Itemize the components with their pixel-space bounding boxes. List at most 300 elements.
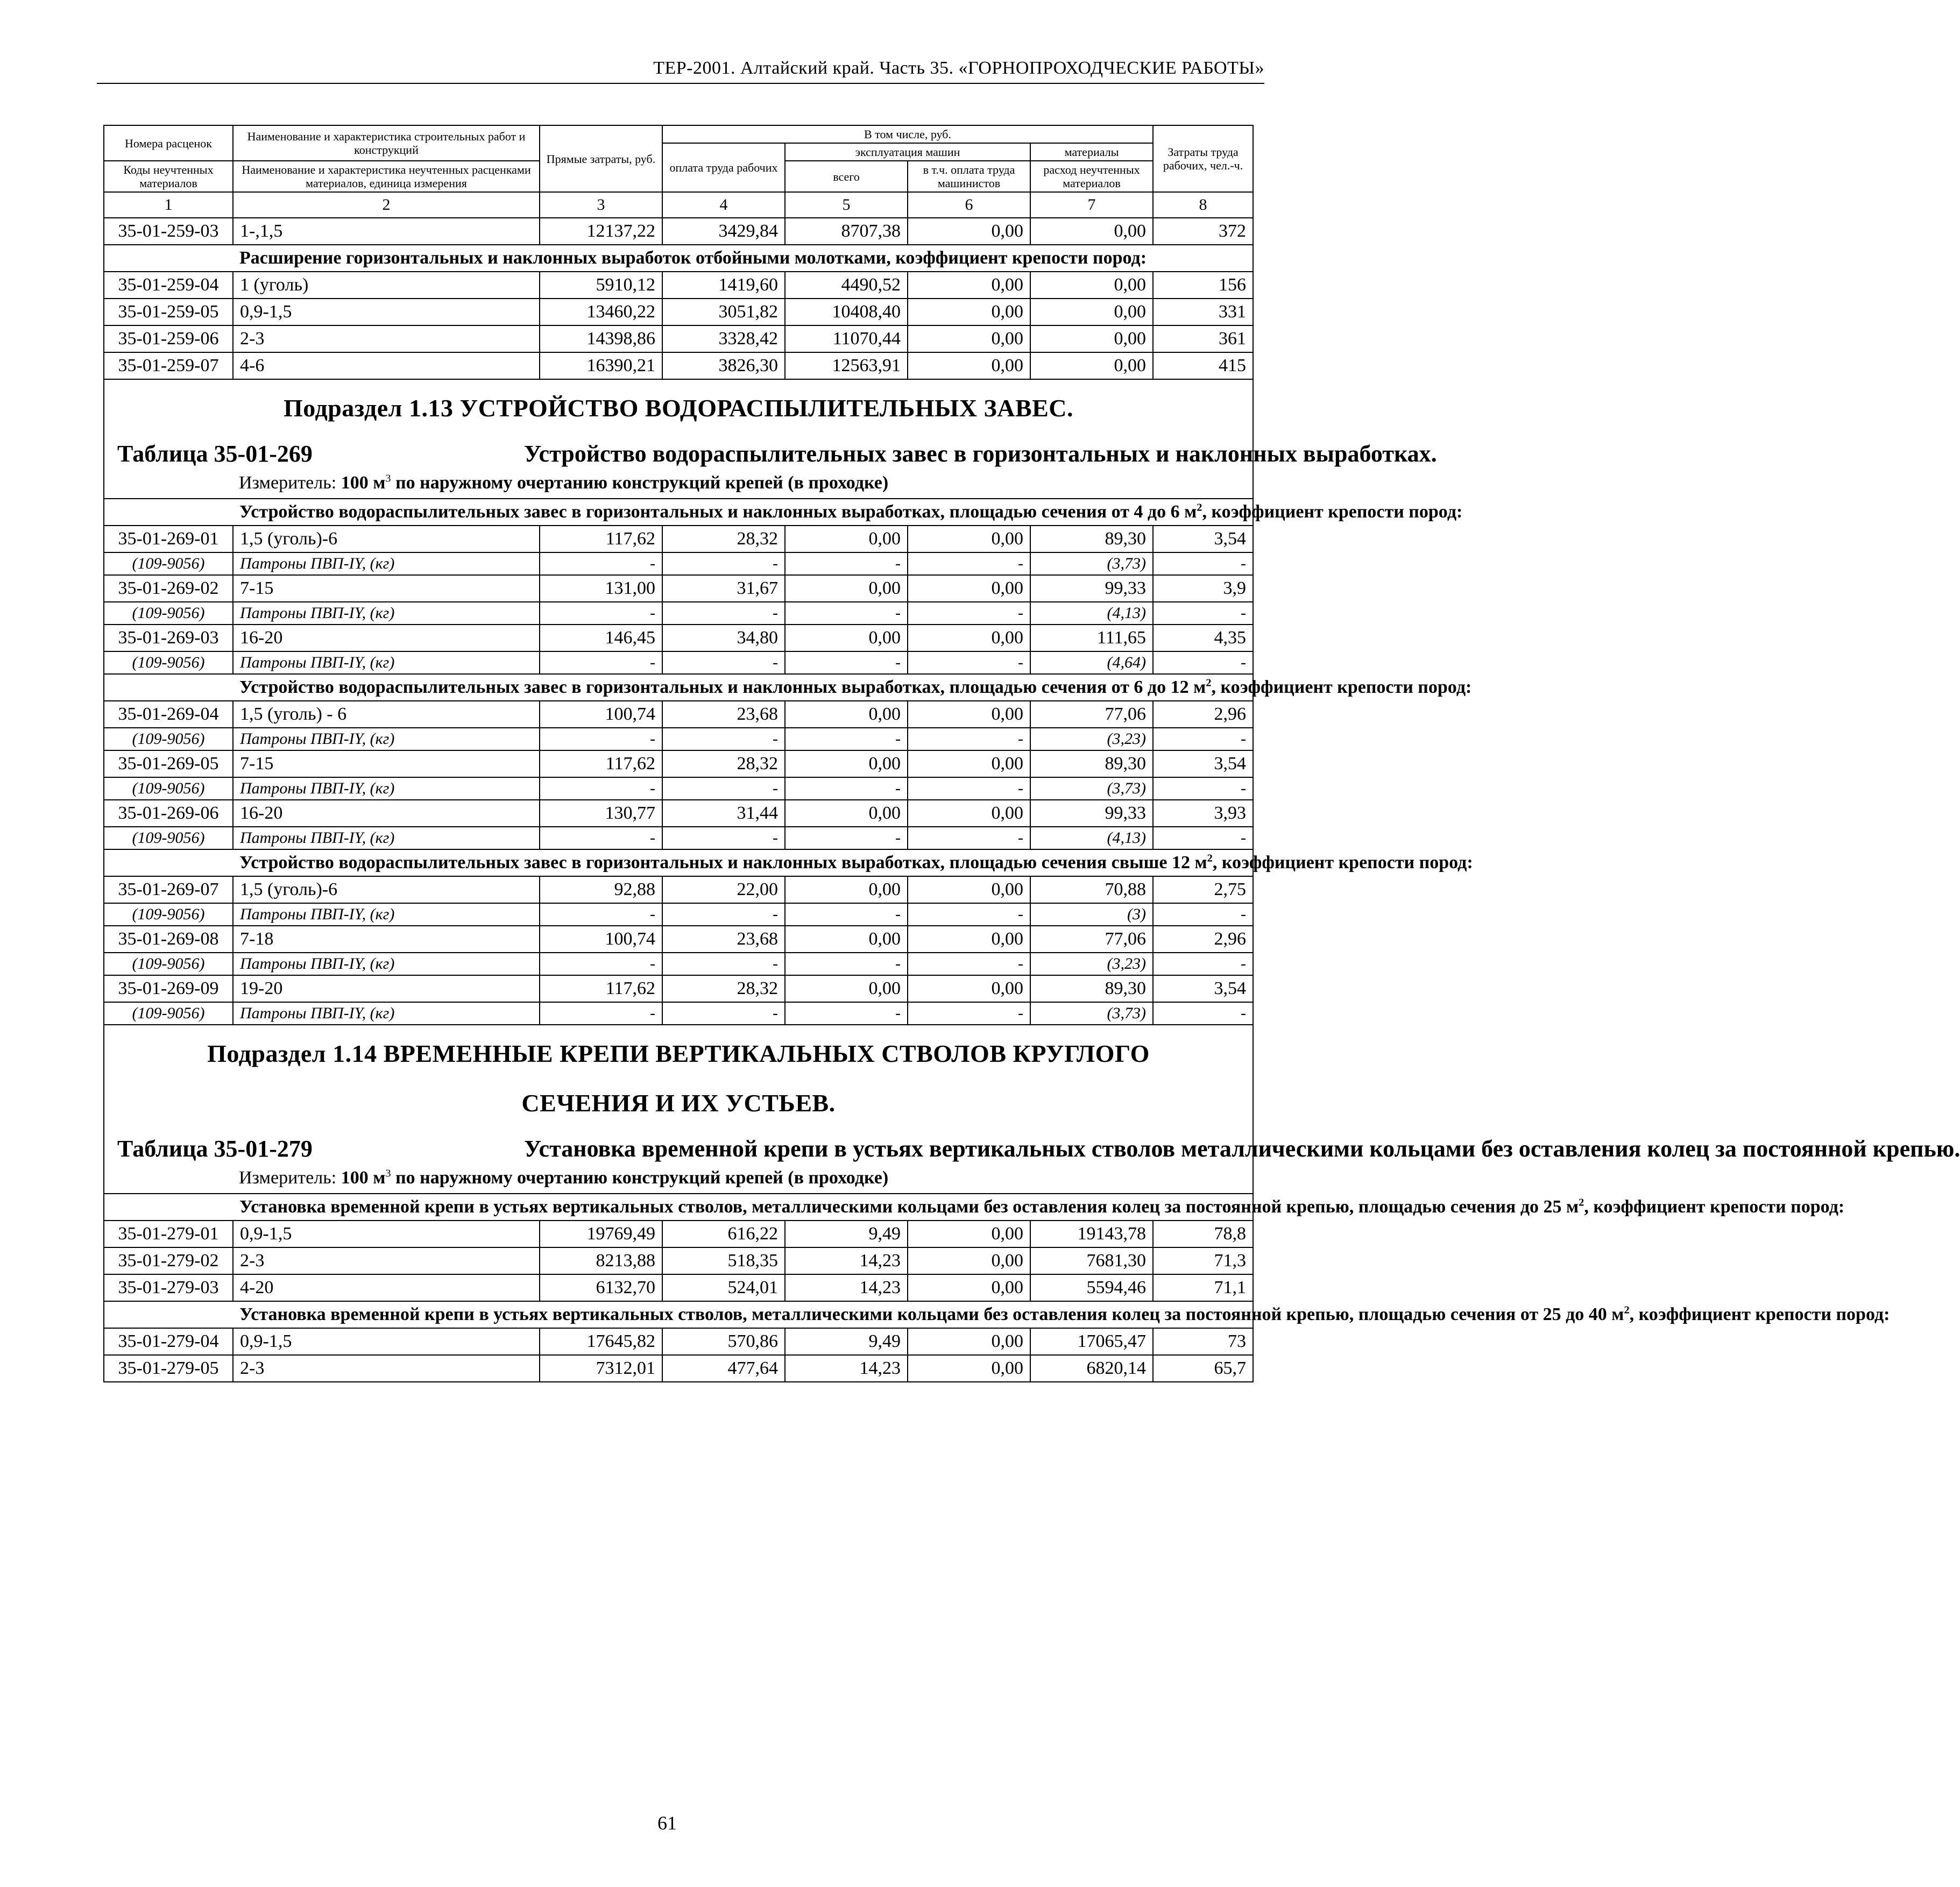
col-header-material-consumption: расход неучтенных материалов (1030, 161, 1153, 192)
rate-value: 10408,40 (785, 299, 908, 325)
rate-row (104, 325, 1253, 352)
rate-code: 35-01-269-06 (104, 800, 233, 827)
rate-name: 0,9-1,5 (233, 1328, 540, 1355)
group-heading (233, 245, 1253, 272)
rate-value: 524,01 (662, 1274, 785, 1301)
rate-value: 8213,88 (540, 1247, 662, 1274)
rate-name: 2-3 (233, 1247, 540, 1274)
rate-value: 17065,47 (1030, 1328, 1153, 1355)
rate-code: 35-01-269-03 (104, 625, 233, 651)
rate-code: 35-01-279-02 (104, 1247, 233, 1274)
measure-unit-superscript: 3 (385, 1167, 391, 1180)
group-indent (104, 849, 233, 876)
rate-value: 100,74 (540, 701, 662, 728)
rate-value: 89,30 (1030, 750, 1153, 777)
rate-row (104, 800, 1253, 827)
material-value: - (908, 728, 1030, 750)
rate-value: 111,65 (1030, 625, 1153, 651)
rate-row (104, 1247, 1253, 1274)
rate-name: 16-20 (233, 625, 540, 651)
group-heading (233, 1301, 1890, 1328)
section-cell (104, 379, 1437, 499)
rate-value: 130,77 (540, 800, 662, 827)
group-indent (104, 1194, 233, 1221)
rate-row (104, 218, 1253, 245)
material-code: (109-9056) (104, 602, 233, 625)
rate-value: 0,00 (908, 299, 1030, 325)
material-value: (3,73) (1030, 552, 1153, 575)
rate-value: 9,49 (785, 1328, 908, 1355)
group-text-tail: , коэффициент крепости пород: (1584, 1197, 1845, 1217)
material-name: Патроны ПВП-IY, (кг) (233, 827, 540, 849)
rate-value: 0,00 (908, 352, 1030, 379)
rate-value: 131,00 (540, 575, 662, 602)
col-header-operator-pay: в т.ч. оплата труда машинистов (908, 161, 1030, 192)
rate-value: 3051,82 (662, 299, 785, 325)
rate-value: 14,23 (785, 1274, 908, 1301)
col-header-machines: эксплуатация машин (785, 143, 1030, 161)
material-value: - (908, 953, 1030, 975)
rate-value: 89,30 (1030, 526, 1153, 552)
rate-name: 1,5 (уголь) - 6 (233, 701, 540, 728)
material-row (104, 552, 1253, 575)
group-heading (233, 674, 1472, 701)
group-text: Устройство водораспылительных завес в горизонтальных и наклонных выработках, площадью сечения от 6 до 12 м (239, 677, 1206, 697)
rate-value: 361 (1153, 325, 1253, 352)
rate-value: 0,00 (785, 926, 908, 953)
rate-value: 0,00 (908, 1247, 1030, 1274)
rate-value: 7681,30 (1030, 1247, 1153, 1274)
rate-value: 331 (1153, 299, 1253, 325)
material-value: - (662, 1002, 785, 1025)
rate-value: 31,44 (662, 800, 785, 827)
group-text-superscript: 2 (1207, 852, 1213, 864)
group-text: Расширение горизонтальных и наклонных выработок отбойными молотками, коэффициент крепости пород: (239, 248, 1147, 268)
material-value: (3) (1030, 903, 1153, 926)
rate-code: 35-01-279-01 (104, 1221, 233, 1247)
rate-value: 65,7 (1153, 1355, 1253, 1382)
material-value: - (785, 953, 908, 975)
rate-name: 0,9-1,5 (233, 1221, 540, 1247)
col-header-direct-costs: Прямые затраты, руб. (540, 125, 662, 192)
rate-value: 28,32 (662, 750, 785, 777)
group-row (104, 245, 1253, 272)
material-value: - (662, 903, 785, 926)
group-row (104, 849, 1253, 876)
rate-row (104, 876, 1253, 903)
rate-value: 77,06 (1030, 701, 1153, 728)
group-text: Установка временной крепи в устьях вертикальных стволов, металлическими кольцами без оставления колец за постоянной крепью, площадью сечения от 25 до 40 м (239, 1304, 1624, 1324)
rate-value: 6820,14 (1030, 1355, 1153, 1382)
measure-unit-superscript: 3 (385, 472, 391, 485)
group-text-tail: , коэффициент крепости пород: (1212, 853, 1473, 872)
rate-value: 100,74 (540, 926, 662, 953)
rate-value: 6132,70 (540, 1274, 662, 1301)
table-number: Таблица 35-01-269 (117, 441, 313, 467)
rate-value: 17645,82 (540, 1328, 662, 1355)
rate-value: 3,9 (1153, 575, 1253, 602)
rate-value: 0,00 (908, 272, 1030, 299)
rate-value: 0,00 (908, 701, 1030, 728)
rate-value: 89,30 (1030, 975, 1153, 1002)
rate-value: 28,32 (662, 975, 785, 1002)
material-value: - (540, 1002, 662, 1025)
material-row (104, 903, 1253, 926)
rate-code: 35-01-259-03 (104, 218, 233, 245)
material-value: - (785, 552, 908, 575)
material-value: - (785, 728, 908, 750)
rate-value: 570,86 (662, 1328, 785, 1355)
rate-value: 99,33 (1030, 575, 1153, 602)
material-value: (3,23) (1030, 728, 1153, 750)
rate-value: 4490,52 (785, 272, 908, 299)
material-code: (109-9056) (104, 1002, 233, 1025)
material-value: - (785, 1002, 908, 1025)
measure-prefix: Измеритель: (239, 1168, 337, 1188)
rate-value: 3826,30 (662, 352, 785, 379)
rate-value: 0,00 (908, 750, 1030, 777)
rate-value: 0,00 (785, 876, 908, 903)
column-number: 4 (662, 192, 785, 218)
column-number: 1 (104, 192, 233, 218)
rate-row (104, 526, 1253, 552)
material-name: Патроны ПВП-IY, (кг) (233, 1002, 540, 1025)
material-name: Патроны ПВП-IY, (кг) (233, 651, 540, 674)
material-code: (109-9056) (104, 953, 233, 975)
material-name: Патроны ПВП-IY, (кг) (233, 903, 540, 926)
section-1-14 (104, 1025, 1253, 1194)
material-row (104, 602, 1253, 625)
material-value: - (662, 953, 785, 975)
material-value: - (662, 552, 785, 575)
group-text-tail: , коэффициент крепости пород: (1202, 502, 1463, 522)
table-description: Устройство водораспылительных завес в горизонтальных и наклонных выработках. (524, 441, 1437, 467)
material-value: - (908, 827, 1030, 849)
material-value: - (908, 777, 1030, 800)
rate-value: 0,00 (785, 625, 908, 651)
rate-code: 35-01-279-04 (104, 1328, 233, 1355)
rate-value: 92,88 (540, 876, 662, 903)
rate-value: 23,68 (662, 701, 785, 728)
rate-name: 2-3 (233, 1355, 540, 1382)
col-header-material-codes: Коды неучтенных материалов (104, 161, 233, 192)
group-row (104, 499, 1253, 526)
group-row (104, 674, 1253, 701)
material-value: - (540, 602, 662, 625)
table-caption (104, 1136, 1960, 1162)
rate-value: 22,00 (662, 876, 785, 903)
column-number: 3 (540, 192, 662, 218)
group-heading (233, 1194, 1845, 1221)
material-value: - (908, 552, 1030, 575)
material-value: - (540, 903, 662, 926)
rate-value: 0,00 (908, 218, 1030, 245)
material-value: - (785, 602, 908, 625)
material-code: (109-9056) (104, 552, 233, 575)
material-code: (109-9056) (104, 903, 233, 926)
group-text-superscript: 2 (1579, 1196, 1584, 1209)
col-header-worker-pay: оплата труда рабочих (662, 143, 785, 192)
section-cell (104, 1025, 1960, 1194)
rate-value: 12563,91 (785, 352, 908, 379)
material-value: - (1153, 903, 1253, 926)
rate-row (104, 1328, 1253, 1355)
rate-value: 2,96 (1153, 701, 1253, 728)
rate-code: 35-01-259-06 (104, 325, 233, 352)
rate-value: 3,54 (1153, 750, 1253, 777)
rate-row (104, 975, 1253, 1002)
column-number: 6 (908, 192, 1030, 218)
material-value: - (662, 777, 785, 800)
rate-value: 23,68 (662, 926, 785, 953)
measure-unit: 100 м (341, 1168, 386, 1188)
material-value: - (1153, 953, 1253, 975)
measure-unit-line (104, 471, 1253, 498)
rate-row (104, 701, 1253, 728)
material-row (104, 1002, 1253, 1025)
rate-value: 117,62 (540, 526, 662, 552)
rate-code: 35-01-279-03 (104, 1274, 233, 1301)
rate-value: 0,00 (785, 701, 908, 728)
rate-name: 7-15 (233, 575, 540, 602)
material-value: - (662, 651, 785, 674)
material-value: - (540, 953, 662, 975)
material-value: - (540, 827, 662, 849)
rate-value: 0,00 (908, 876, 1030, 903)
rate-value: 71,3 (1153, 1247, 1253, 1274)
material-value: - (540, 728, 662, 750)
material-value: - (785, 777, 908, 800)
rate-value: 9,49 (785, 1221, 908, 1247)
rate-value: 4,35 (1153, 625, 1253, 651)
section-title-line: СЕЧЕНИЯ И ИХ УСТЬЕВ. (521, 1089, 836, 1117)
material-value: - (540, 651, 662, 674)
rate-value: 73 (1153, 1328, 1253, 1355)
material-row (104, 651, 1253, 674)
rate-value: 117,62 (540, 975, 662, 1002)
rate-row (104, 625, 1253, 651)
material-value: (3,73) (1030, 1002, 1153, 1025)
section-title (104, 1025, 1253, 1122)
rate-value: 0,00 (908, 1221, 1030, 1247)
rate-value: 2,96 (1153, 926, 1253, 953)
group-text-tail: , коэффициент крепости пород: (1629, 1304, 1890, 1324)
rate-value: 12137,22 (540, 218, 662, 245)
rate-row (104, 1221, 1253, 1247)
material-value: - (1153, 651, 1253, 674)
rate-value: 31,67 (662, 575, 785, 602)
rate-value: 0,00 (908, 1274, 1030, 1301)
column-numbers-row (104, 192, 1253, 218)
rate-name: 19-20 (233, 975, 540, 1002)
material-name: Патроны ПВП-IY, (кг) (233, 552, 540, 575)
rate-value: 0,00 (908, 575, 1030, 602)
rate-value: 0,00 (908, 526, 1030, 552)
rate-value: 2,75 (1153, 876, 1253, 903)
rate-name: 2-3 (233, 325, 540, 352)
rate-value: 0,00 (1030, 352, 1153, 379)
group-text-tail: , коэффициент крепости пород: (1211, 677, 1472, 697)
material-code: (109-9056) (104, 651, 233, 674)
group-text-superscript: 2 (1624, 1304, 1630, 1316)
group-heading (233, 499, 1463, 526)
group-indent (104, 245, 233, 272)
rate-value: 14398,86 (540, 325, 662, 352)
material-value: - (662, 728, 785, 750)
rate-value: 0,00 (908, 975, 1030, 1002)
material-code: (109-9056) (104, 827, 233, 849)
rate-value: 0,00 (785, 750, 908, 777)
rate-value: 146,45 (540, 625, 662, 651)
rate-value: 13460,22 (540, 299, 662, 325)
rate-name: 1,5 (уголь)-6 (233, 526, 540, 552)
rate-value: 0,00 (785, 800, 908, 827)
material-value: - (540, 777, 662, 800)
material-row (104, 728, 1253, 750)
material-value: (3,23) (1030, 953, 1153, 975)
rate-value: 0,00 (908, 625, 1030, 651)
rate-code: 35-01-269-01 (104, 526, 233, 552)
rate-value: 28,32 (662, 526, 785, 552)
material-row (104, 777, 1253, 800)
material-value: - (1153, 777, 1253, 800)
table-description: Установка временной крепи в устьях вертикальных стволов металлическими кольцами без оставления колец за постоянной крепью. (524, 1136, 1960, 1162)
rate-value: 117,62 (540, 750, 662, 777)
rate-value: 372 (1153, 218, 1253, 245)
rate-value: 16390,21 (540, 352, 662, 379)
rate-value: 156 (1153, 272, 1253, 299)
rate-value: 0,00 (908, 800, 1030, 827)
rate-value: 3328,42 (662, 325, 785, 352)
rate-value: 0,00 (1030, 299, 1153, 325)
measure-prefix: Измеритель: (239, 473, 337, 493)
rate-value: 518,35 (662, 1247, 785, 1274)
rate-code: 35-01-259-04 (104, 272, 233, 299)
rate-value: 0,00 (908, 926, 1030, 953)
rate-code: 35-01-269-09 (104, 975, 233, 1002)
rate-name: 7-15 (233, 750, 540, 777)
rate-value: 0,00 (1030, 325, 1153, 352)
group-indent (104, 1301, 233, 1328)
material-row (104, 953, 1253, 975)
table-number: Таблица 35-01-279 (117, 1136, 313, 1162)
material-value: - (1153, 552, 1253, 575)
rate-value: 0,00 (1030, 272, 1153, 299)
rate-row (104, 299, 1253, 325)
material-value: - (908, 903, 1030, 926)
material-value: - (540, 552, 662, 575)
rate-code: 35-01-269-02 (104, 575, 233, 602)
material-code: (109-9056) (104, 777, 233, 800)
rate-value: 3,93 (1153, 800, 1253, 827)
rate-value: 7312,01 (540, 1355, 662, 1382)
col-header-materials: материалы (1030, 143, 1153, 161)
rate-code: 35-01-269-05 (104, 750, 233, 777)
material-value: (4,64) (1030, 651, 1153, 674)
rate-value: 11070,44 (785, 325, 908, 352)
rate-value: 99,33 (1030, 800, 1153, 827)
rate-row (104, 1355, 1253, 1382)
rate-name: 1,5 (уголь)-6 (233, 876, 540, 903)
material-value: - (908, 1002, 1030, 1025)
group-indent (104, 674, 233, 701)
page-number: 61 (657, 1812, 677, 1834)
group-text: Установка временной крепи в устьях вертикальных стволов, металлическими кольцами без оставления колец за постоянной крепью, площадью сечения до 25 м (239, 1197, 1579, 1217)
measure-description: по наружному очертанию конструкций крепей (в проходке) (395, 1168, 889, 1188)
material-value: (3,73) (1030, 777, 1153, 800)
rate-value: 14,23 (785, 1355, 908, 1382)
rate-code: 35-01-259-07 (104, 352, 233, 379)
material-value: (4,13) (1030, 602, 1153, 625)
material-value: - (785, 903, 908, 926)
col-header-including: В том числе, руб. (662, 125, 1153, 143)
material-value: - (1153, 602, 1253, 625)
rate-name: 1 (уголь) (233, 272, 540, 299)
col-header-rate-numbers: Номера расценок (104, 125, 233, 161)
rate-value: 14,23 (785, 1247, 908, 1274)
material-value: - (1153, 728, 1253, 750)
rate-name: 4-20 (233, 1274, 540, 1301)
rate-value: 477,64 (662, 1355, 785, 1382)
group-heading (233, 849, 1473, 876)
rate-name: 4-6 (233, 352, 540, 379)
material-row (104, 827, 1253, 849)
rate-code: 35-01-269-08 (104, 926, 233, 953)
measure-unit: 100 м (341, 473, 386, 493)
rate-name: 16-20 (233, 800, 540, 827)
rate-code: 35-01-259-05 (104, 299, 233, 325)
material-value: - (785, 827, 908, 849)
rate-code: 35-01-279-05 (104, 1355, 233, 1382)
group-text: Устройство водораспылительных завес в горизонтальных и наклонных выработках, площадью сечения свыше 12 м (239, 853, 1207, 872)
column-number: 2 (233, 192, 540, 218)
rates-table (103, 125, 1960, 1382)
rate-value: 3429,84 (662, 218, 785, 245)
rate-row (104, 575, 1253, 602)
rate-name: 7-18 (233, 926, 540, 953)
column-number: 5 (785, 192, 908, 218)
measure-unit-line (104, 1166, 1253, 1193)
rate-value: 3,54 (1153, 526, 1253, 552)
rate-row (104, 1274, 1253, 1301)
material-value: - (662, 602, 785, 625)
group-text: Устройство водораспылительных завес в горизонтальных и наклонных выработках, площадью сечения от 4 до 6 м (239, 502, 1197, 522)
material-code: (109-9056) (104, 728, 233, 750)
rate-value: 3,54 (1153, 975, 1253, 1002)
table-caption (104, 441, 1437, 467)
col-header-work-name: Наименование и характеристика строительных работ и конструкций (233, 125, 540, 161)
material-value: - (1153, 1002, 1253, 1025)
rate-value: 616,22 (662, 1221, 785, 1247)
rate-row (104, 750, 1253, 777)
section-1-13 (104, 379, 1253, 499)
rate-value: 0,00 (785, 975, 908, 1002)
group-indent (104, 499, 233, 526)
rate-value: 71,1 (1153, 1274, 1253, 1301)
section-title-line: Подраздел 1.14 ВРЕМЕННЫЕ КРЕПИ ВЕРТИКАЛЬНЫХ СТВОЛОВ КРУГЛОГО (207, 1040, 1150, 1067)
section-title: Подраздел 1.13 УСТРОЙСТВО ВОДОРАСПЫЛИТЕЛЬНЫХ ЗАВЕС. (284, 394, 1074, 422)
rate-value: 1419,60 (662, 272, 785, 299)
rate-value: 415 (1153, 352, 1253, 379)
group-text-superscript: 2 (1197, 501, 1202, 514)
material-name: Патроны ПВП-IY, (кг) (233, 777, 540, 800)
rate-row (104, 272, 1253, 299)
group-row (104, 1301, 1253, 1328)
material-name: Патроны ПВП-IY, (кг) (233, 953, 540, 975)
rate-name: 1-,1,5 (233, 218, 540, 245)
col-header-material-names: Наименование и характеристика неучтенных расценками материалов, единица измерения (233, 161, 540, 192)
material-value: - (662, 827, 785, 849)
